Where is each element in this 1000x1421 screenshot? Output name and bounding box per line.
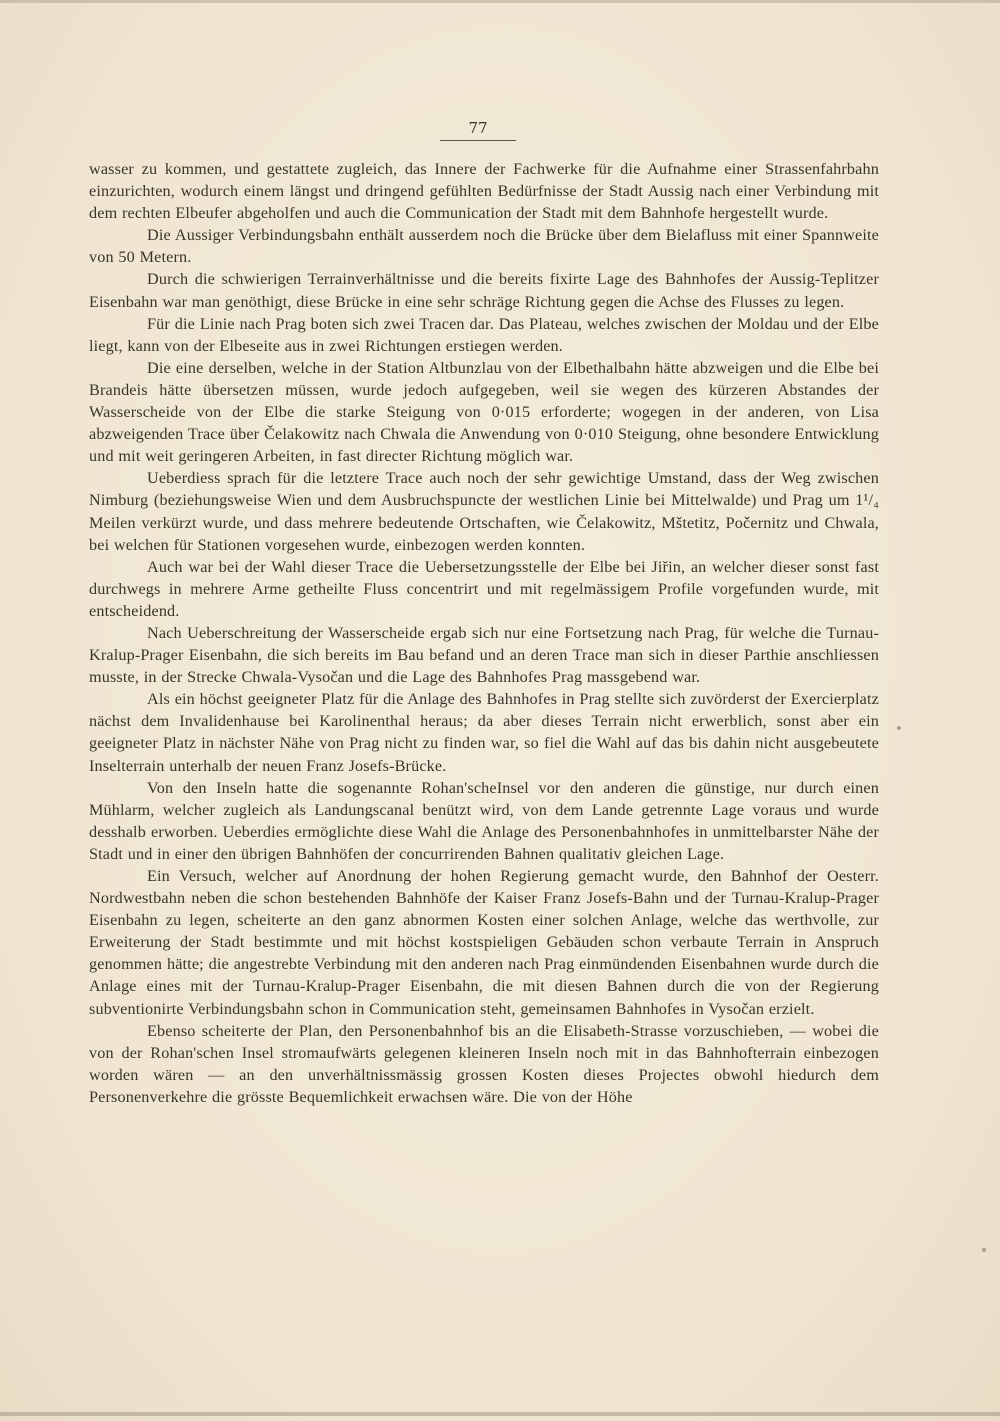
paragraph-3: Durch die schwierigen Terrainverhältnisse und die bereits fixirte Lage des Bahnhofes der Aussig-Teplitzer Eisenbahn war man genöthigt, diese Brücke in eine sehr schräge Richtung gegen die Achse des Flusses zu legen.	[89, 270, 879, 311]
page-bottom-edge	[0, 1412, 1000, 1416]
paragraph-4: Für die Linie nach Prag boten sich zwei Tracen dar. Das Plateau, welches zwischen der Moldau und der Elbe liegt, kann von der Elbeseite aus in zwei Richtungen erstiegen werden.	[89, 314, 879, 355]
paragraph-12: Ebenso scheiterte der Plan, den Personenbahnhof bis an die Elisabeth-Strasse vorzuschieben, — wobei die von der Rohan'schen Insel stromaufwärts gelegenen kleineren Inseln noch mit in das Bahnhofterrain einbezogen worden wären — an den unverhältnissmässig grossen Kosten dieses Projectes obwohl hiedurch dem Personenverkehre die grösste Bequemlichkeit erwachsen wäre. Die von der Höhe	[89, 1021, 879, 1106]
page-number: 77	[468, 119, 488, 137]
paragraph-1: wasser zu kommen, und gestattete zugleich, das Innere der Fachwerke für die Aufnahme einer Strassenfahrbahn einzurichten, wodurch einem längst und dringend gefühlten Bedürfnisse der Stadt Aussig nach einer Verbindung mit dem rechten Elbeufer abgeholfen und auch die Communication der Stadt mit dem Bahnhofe hergestellt wurde.	[89, 160, 879, 223]
paper-spot	[982, 1248, 986, 1252]
paragraph-9: Als ein höchst geeigneter Platz für die Anlage des Bahnhofes in Prag stellte sich zuvörderst der Exercierplatz nächst dem Invalidenhause bei Karolinenthal heraus; da aber dieses Terrain nicht erwerblich, sonst aber ein geeigneter Platz in nächster Nähe von Prag nicht zu finden war, so fiel die Wahl auf das bis dahin nicht ausgebeutete Inselterrain unterhalb der neuen Franz Josefs-Brücke.	[89, 690, 879, 775]
paragraph-11: Ein Versuch, welcher auf Anordnung der hohen Regierung gemacht wurde, den Bahnhof der Oesterr. Nordwestbahn neben die schon bestehenden Bahnhöfe der Kaiser Franz Josefs-Bahn und der Turnau-Kralup-Prager Eisenbahn zu legen, scheiterte an den ganz abnormen Kosten einer solchen Anlage, welche das werthvolle, zur Erweiterung der Stadt bestimmte und mit höchst kostspieligen Gebäuden schon verbaute Terrain in Anspruch genommen hätte; die angestrebte Verbindung mit den anderen nach Prag einmündenden Eisenbahnen wurde durch die Anlage eines mit der Turnau-Kralup-Prager Eisenbahn, die mit diesen Bahnen durch die von der Regierung subventionirte Verbindungsbahn schon in Communication steht, gemeinsamen Bahnhofes in Vysočan erzielt.	[89, 867, 879, 1018]
paragraph-10: Von den Inseln hatte die sogenannte Rohan'scheInsel vor den anderen die günstige, nur durch einen Mühlarm, welcher zugleich als Landungscanal benützt wird, von dem Lande getrennte Lage voraus und wurde desshalb erworben. Ueberdies ermöglichte diese Wahl die Anlage des Personenbahnhofes in unmittelbarster Nähe der Stadt und in einer den übrigen Bahnhöfen der concurrirenden Bahnen qualitativ gleichen Lage.	[89, 778, 879, 863]
page-top-edge	[0, 0, 1000, 3]
paragraph-8: Nach Ueberschreitung der Wasserscheide ergab sich nur eine Fortsetzung nach Prag, für welche die Turnau-Kralup-Prager Eisenbahn, die sich bereits im Bau befand und an deren Trace man sich in dieser Parthie anschliessen musste, in der Strecke Chwala-Vysočan und die Lage des Bahnhofes Prag massgebend war.	[89, 623, 879, 687]
paragraph-5: Die eine derselben, welche in der Station Altbunzlau von der Elbethalbahn hätte abzweigen und die Elbe bei Brandeis hätte übersetzen müssen, wurde jedoch aufgegeben, weil sie wegen des kürzeren Abstandes der Wasserscheide von der Elbe die starke Steigung von 0·015 erforderte; wogegen in der anderen, von Lisa abzweigenden Trace über Čelakowitz nach Chwala die Anwendung von 0·010 Steigung, ohne besondere Entwicklung und mit weit geringeren Arbeiten, in fast directer Richtung möglich war.	[89, 358, 879, 466]
paragraph-6: Ueberdiess sprach für die letztere Trace auch noch der sehr gewichtige Umstand, dass der Weg zwischen Nimburg (beziehungsweise Wien und dem Ausbruchspuncte der westlichen Linie bei Mittelwalde) und Prag um 1¹/₄ Meilen verkürzt wurde, und dass mehrere bedeutende Ortschaften, wie Čelakowitz, Mštetitz, Počernitz und Chwala, bei welchen für Stationen vorgesehen wurde, einbezogen werden konnten.	[89, 469, 879, 554]
paper-spot	[897, 726, 901, 730]
body-text	[89, 158, 879, 1108]
paragraph-7: Auch war bei der Wahl dieser Trace die Uebersetzungsstelle der Elbe bei Jiřin, an welcher dieser sonst fast durchwegs in mehrere Arme getheilte Fluss concentrirt und mit regelmässigem Profile vorgefunden wurde, mit entscheidend.	[89, 557, 879, 620]
page-number-rule	[440, 140, 516, 141]
paragraph-2: Die Aussiger Verbindungsbahn enthält ausserdem noch die Brücke über dem Bielafluss mit einer Spannweite von 50 Metern.	[89, 226, 879, 267]
